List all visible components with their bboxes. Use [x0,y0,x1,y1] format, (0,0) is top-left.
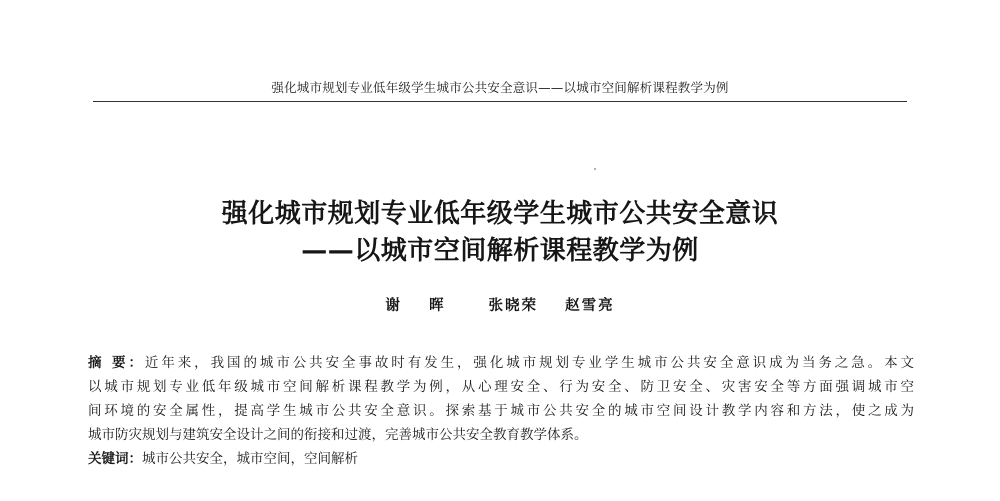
keywords-text: 城市公共安全，城市空间，空间解析 [142,451,358,467]
keywords-line [88,447,914,471]
abstract-line [88,351,914,375]
abstract-text: 近年来，我国的城市公共安全事故时有发生，强化城市规划专业学生城市公共安全意识成为当务之急。本文 [144,355,914,371]
abstract-block [88,351,914,471]
scan-speck [594,168,596,170]
keywords-label: 关键词： [88,451,142,467]
paper-subtitle: ——以城市空间解析课程教学为例 [301,236,699,266]
abstract-line: 以城市规划专业低年级城市空间解析课程教学为例，从心理安全、行为安全、防卫安全、灾害安全等方面强调城市空 [88,379,914,395]
abstract-line: 城市防灾规划与建筑安全设计之间的衔接和过渡，完善城市公共安全教育教学体系。 [88,427,588,443]
author-name: 谢 晖 [385,298,456,314]
running-header: 强化城市规划专业低年级学生城市公共安全意识——以城市空间解析课程教学为例 [271,80,729,95]
abstract-label: 摘 要： [88,355,145,371]
paper-title: 强化城市规划专业低年级学生城市公共安全意识 [221,199,779,229]
author-name: 赵雪亮 [565,298,615,314]
author-list [0,294,1000,315]
author-name: 张晓荣 [488,298,539,314]
header-rule [93,101,907,102]
abstract-line: 间环境的安全属性，提高学生城市公共安全意识。探索基于城市公共安全的城市空间设计教学内容和方法，使之成为 [88,403,914,419]
